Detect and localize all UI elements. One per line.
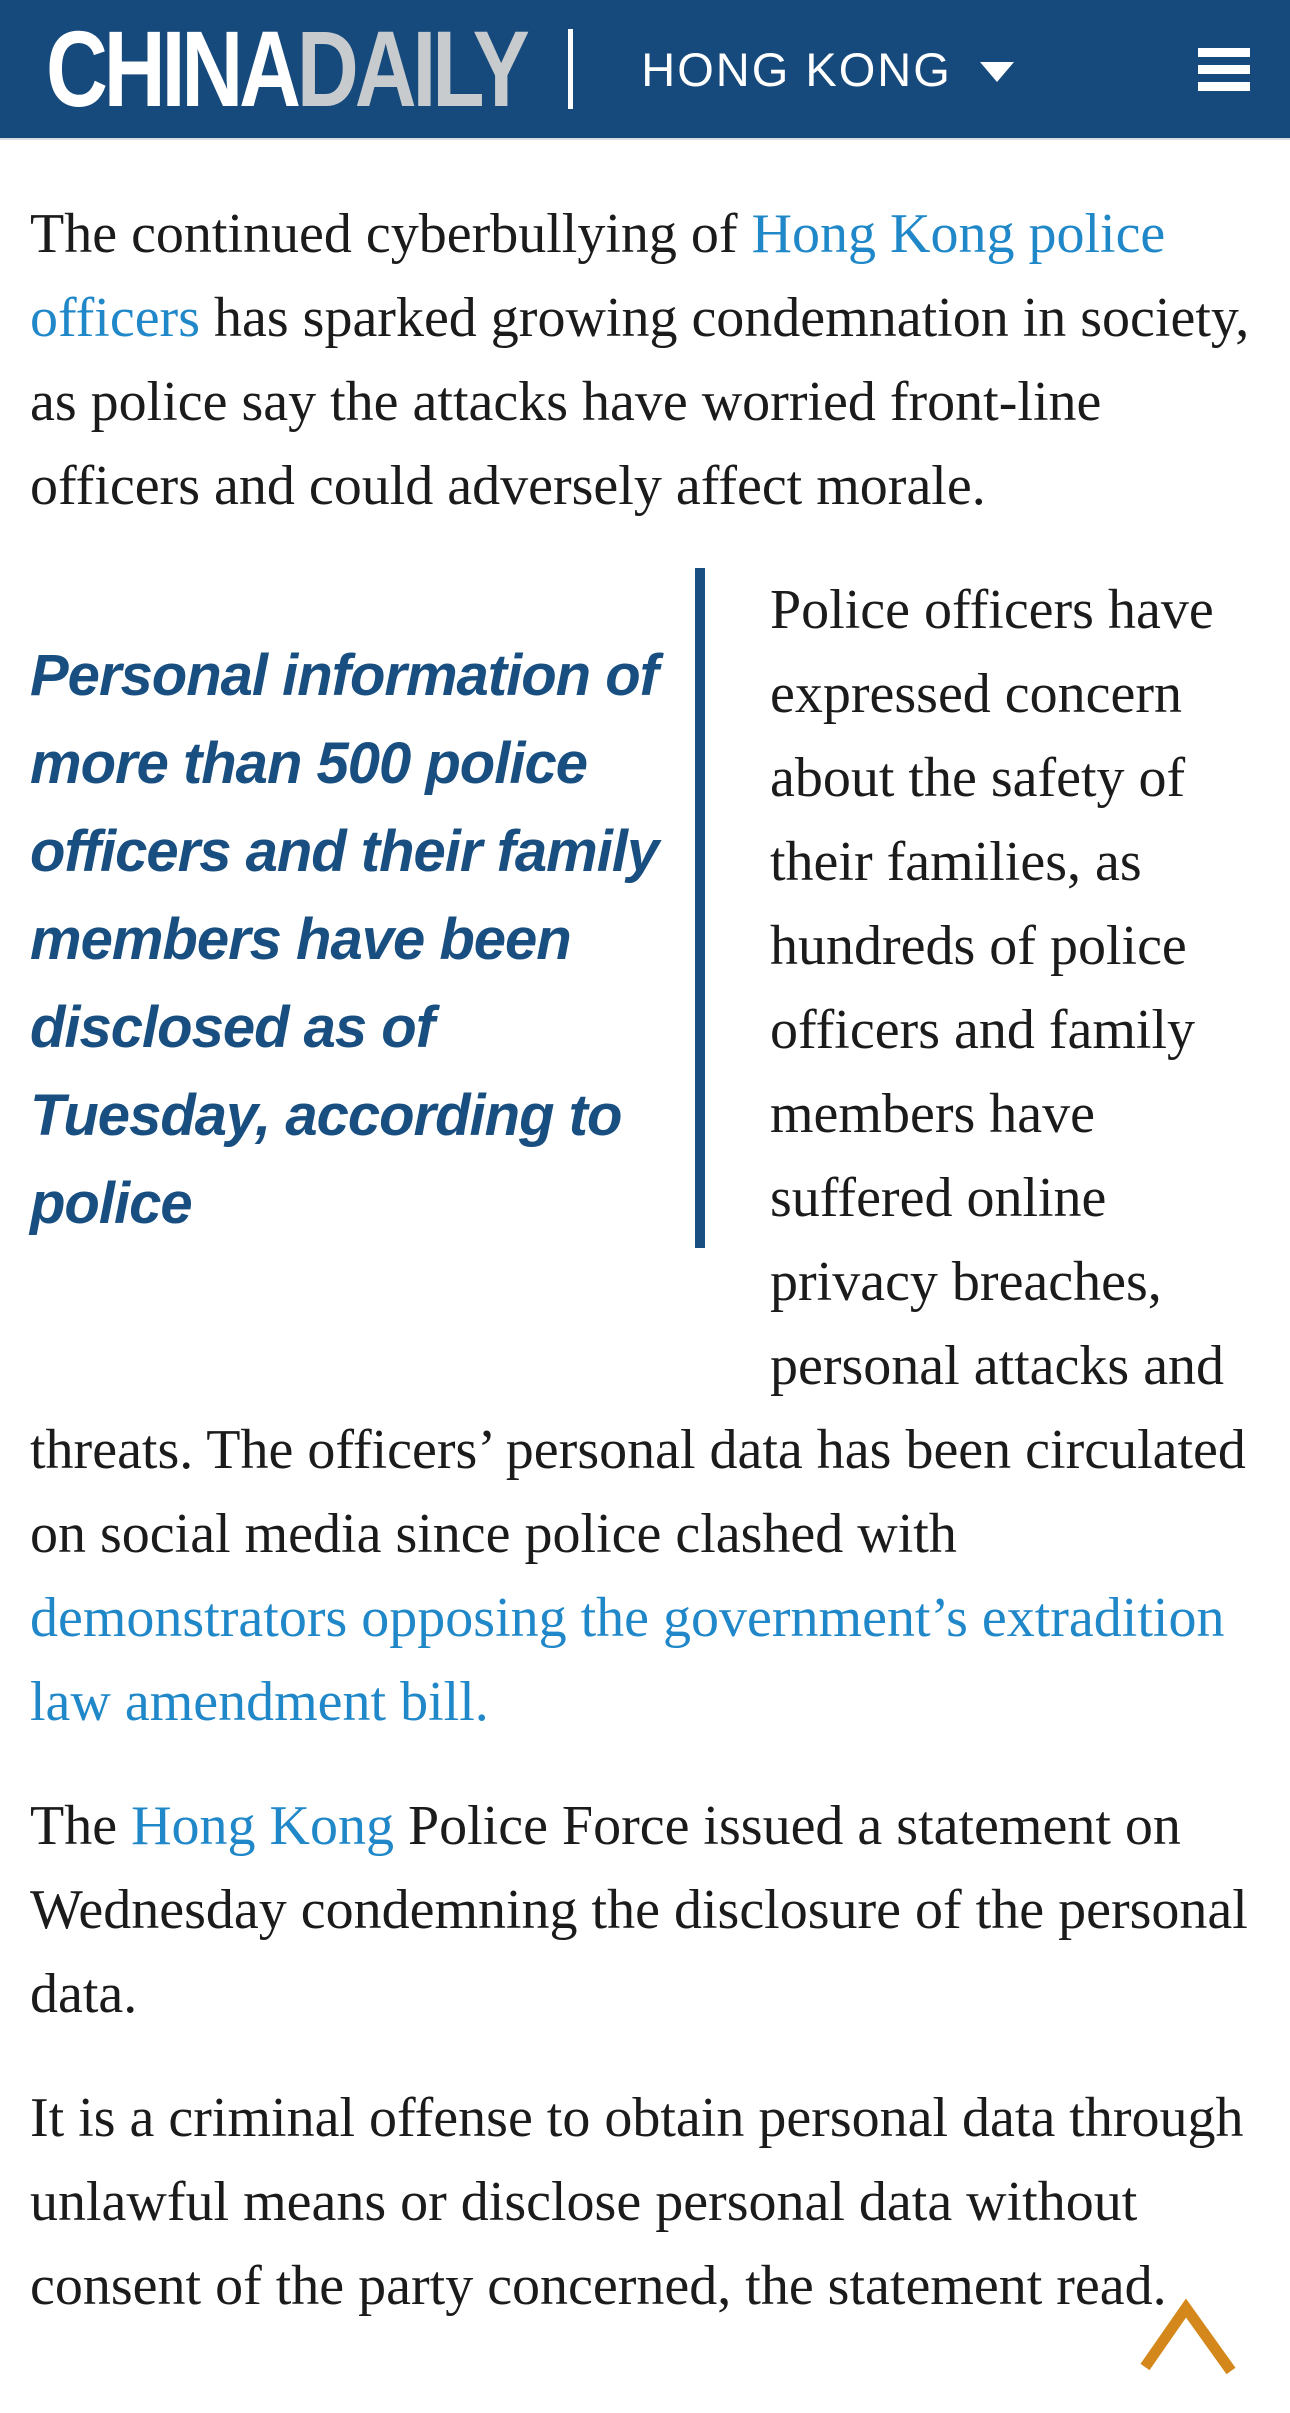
chinadaily-logo[interactable]	[46, 8, 526, 130]
edition-label: HONG KONG	[641, 42, 952, 96]
logo-separator	[568, 29, 573, 109]
chevron-up-icon	[1138, 2297, 1238, 2375]
link-hong-kong-police-officers[interactable]: Hong Kong police officers	[30, 203, 1166, 349]
link-demonstrators-extradition-bill[interactable]: demonstrators opposing the government’s extradition law amendment bill.	[30, 1587, 1225, 1733]
paragraph-3	[30, 1784, 1260, 2036]
article-body	[0, 140, 1290, 2328]
menu-button[interactable]	[1198, 44, 1250, 95]
pull-quote-block	[30, 568, 705, 1326]
link-hong-kong[interactable]: Hong Kong	[131, 1795, 394, 1857]
header	[0, 0, 1290, 140]
back-to-top-button[interactable]	[1138, 2297, 1238, 2375]
chevron-down-icon	[980, 62, 1014, 82]
hamburger-icon-bar	[1198, 48, 1250, 57]
logo-part-china: CHINA	[46, 8, 297, 130]
edition-selector[interactable]	[641, 42, 1013, 97]
paragraph-1-text: The continued cyberbullying of	[30, 203, 752, 265]
paragraph-3-text: The	[30, 1795, 132, 1857]
pull-quote-text: Personal information of more than 500 police officers and their family members have been disclosed as of Tuesday, according to police	[30, 643, 659, 1236]
pull-quote-divider	[695, 568, 705, 1248]
paragraph-1	[30, 192, 1260, 528]
logo-part-daily: DAILY	[296, 8, 526, 130]
hamburger-icon-bar	[1198, 82, 1250, 91]
hamburger-icon-bar	[1198, 65, 1250, 74]
paragraph-3-text: Police Force issued a statement on Wednesday condemning the disclosure of the personal data.	[30, 1795, 1248, 2025]
paragraph-2-text: Police officers have expressed concern about the safety of their families, as hundreds of police officers and family members have suffered online privacy breaches, personal attacks and threats. The officers’ personal data has been circulated on social media since police clashed with	[30, 579, 1246, 1565]
paragraph-1-text: has sparked growing condemnation in society, as police say the attacks have worried front-line officers and could adversely affect morale.	[30, 287, 1250, 517]
paragraph-4: It is a criminal offense to obtain personal data through unlawful means or disclose personal data without consent of the party concerned, the statement read.	[30, 2087, 1244, 2317]
